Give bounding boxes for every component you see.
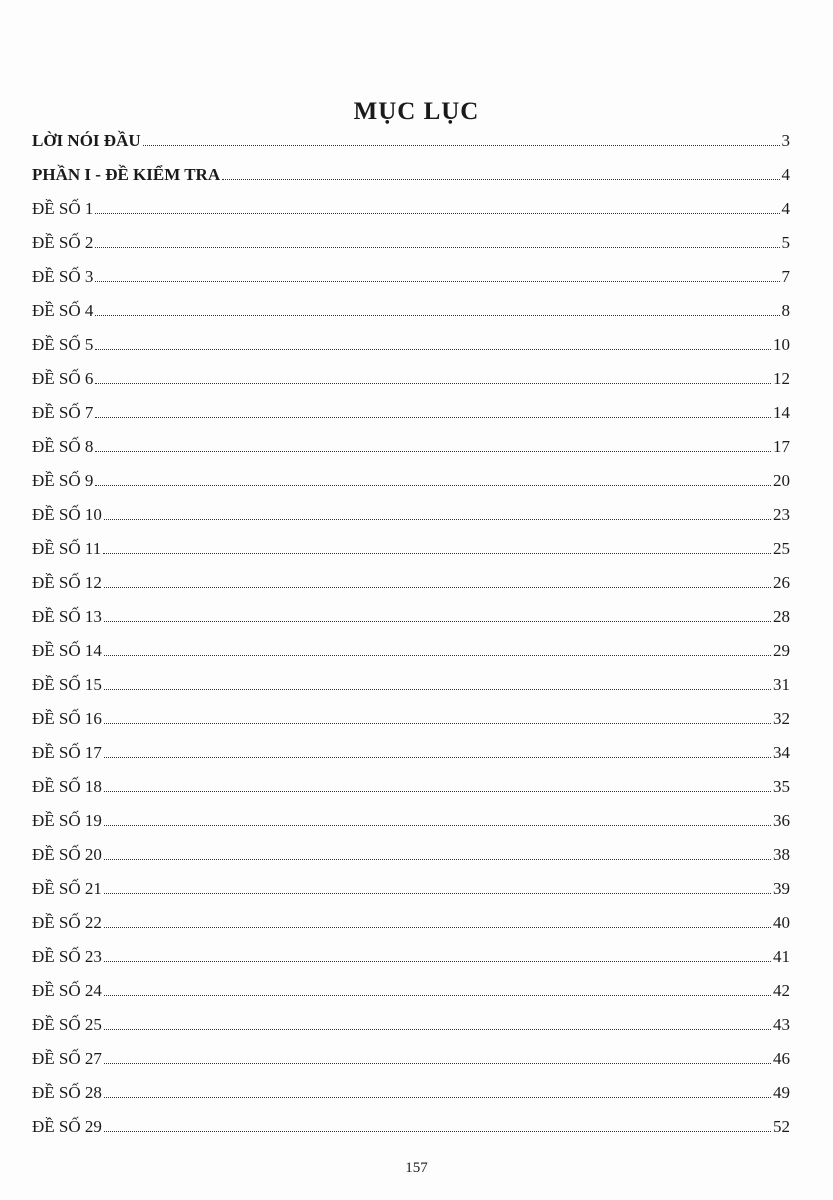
- toc-entry[interactable]: [32, 165, 790, 199]
- toc-entry[interactable]: [32, 1049, 790, 1083]
- toc-entry-page: 3: [781, 131, 790, 150]
- toc-entry[interactable]: [32, 301, 790, 335]
- toc-entry[interactable]: [32, 199, 790, 233]
- toc-entry-label: ĐỀ SỐ 6: [32, 369, 94, 388]
- toc-entry[interactable]: [32, 879, 790, 913]
- toc-entry-label: ĐỀ SỐ 7: [32, 403, 94, 422]
- toc-entry[interactable]: [32, 573, 790, 607]
- toc-dot-leader: [95, 383, 771, 384]
- toc-entry-page: 40: [773, 913, 790, 932]
- toc-entry-label: ĐỀ SỐ 9: [32, 471, 94, 490]
- toc-entry[interactable]: [32, 777, 790, 811]
- toc-dot-leader: [104, 689, 771, 690]
- toc-entry[interactable]: [32, 607, 790, 641]
- toc-dot-leader: [104, 1097, 771, 1098]
- toc-entry[interactable]: [32, 913, 790, 947]
- toc-entry[interactable]: [32, 335, 790, 369]
- toc-dot-leader: [143, 145, 780, 146]
- toc-entry-label: ĐỀ SỐ 12: [32, 573, 102, 592]
- toc-entry-page: 12: [773, 369, 790, 388]
- toc-dot-leader: [222, 179, 779, 180]
- table-of-contents: [32, 131, 790, 1151]
- toc-entry-label: LỜI NÓI ĐẦU: [32, 131, 141, 150]
- toc-entry[interactable]: [32, 131, 790, 165]
- toc-entry-label: ĐỀ SỐ 5: [32, 335, 94, 354]
- toc-entry-page: 32: [773, 709, 790, 728]
- toc-entry-page: 46: [773, 1049, 790, 1068]
- toc-entry[interactable]: [32, 369, 790, 403]
- toc-dot-leader: [104, 1131, 771, 1132]
- toc-entry-label: ĐỀ SỐ 23: [32, 947, 102, 966]
- toc-entry-label: ĐỀ SỐ 8: [32, 437, 94, 456]
- toc-dot-leader: [104, 621, 771, 622]
- toc-entry-label: ĐỀ SỐ 19: [32, 811, 102, 830]
- toc-dot-leader: [95, 349, 771, 350]
- toc-entry-label: ĐỀ SỐ 16: [32, 709, 102, 728]
- toc-entry-page: 28: [773, 607, 790, 626]
- toc-dot-leader: [104, 791, 771, 792]
- toc-entry[interactable]: [32, 675, 790, 709]
- toc-entry-page: 52: [773, 1117, 790, 1136]
- toc-entry-label: ĐỀ SỐ 24: [32, 981, 102, 1000]
- toc-entry-page: 38: [773, 845, 790, 864]
- toc-entry[interactable]: [32, 947, 790, 981]
- toc-dot-leader: [104, 587, 771, 588]
- toc-entry-label: ĐỀ SỐ 10: [32, 505, 102, 524]
- toc-entry-page: 4: [781, 199, 790, 218]
- toc-entry[interactable]: [32, 709, 790, 743]
- toc-entry-label: ĐỀ SỐ 14: [32, 641, 102, 660]
- toc-entry-label: ĐỀ SỐ 27: [32, 1049, 102, 1068]
- toc-entry-page: 34: [773, 743, 790, 762]
- toc-entry[interactable]: [32, 1117, 790, 1151]
- toc-entry-page: 14: [773, 403, 790, 422]
- toc-dot-leader: [104, 961, 771, 962]
- toc-dot-leader: [95, 485, 771, 486]
- toc-entry-page: 41: [773, 947, 790, 966]
- toc-entry-label: ĐỀ SỐ 22: [32, 913, 102, 932]
- page-title: MỤC LỤC: [353, 98, 480, 125]
- toc-entry-page: 20: [773, 471, 790, 490]
- toc-entry-label: ĐỀ SỐ 1: [32, 199, 94, 218]
- toc-entry-label: ĐỀ SỐ 21: [32, 879, 102, 898]
- toc-entry-label: PHẦN I - ĐỀ KIỂM TRA: [32, 165, 221, 184]
- toc-entry-label: ĐỀ SỐ 29: [32, 1117, 102, 1136]
- toc-entry[interactable]: [32, 539, 790, 573]
- toc-entry-page: 43: [773, 1015, 790, 1034]
- toc-entry-page: 4: [781, 165, 790, 184]
- toc-entry-label: ĐỀ SỐ 28: [32, 1083, 102, 1102]
- toc-entry-page: 7: [781, 267, 790, 286]
- toc-entry-label: ĐỀ SỐ 17: [32, 743, 102, 762]
- toc-dot-leader: [104, 825, 771, 826]
- toc-dot-leader: [104, 723, 771, 724]
- toc-entry-page: 10: [773, 335, 790, 354]
- toc-entry-label: ĐỀ SỐ 20: [32, 845, 102, 864]
- toc-dot-leader: [104, 757, 771, 758]
- toc-entry[interactable]: [32, 267, 790, 301]
- toc-entry-label: ĐỀ SỐ 4: [32, 301, 94, 320]
- toc-entry[interactable]: [32, 233, 790, 267]
- toc-entry[interactable]: [32, 471, 790, 505]
- toc-entry-page: 29: [773, 641, 790, 660]
- toc-entry-page: 31: [773, 675, 790, 694]
- toc-dot-leader: [104, 1063, 771, 1064]
- toc-entry[interactable]: [32, 743, 790, 777]
- toc-dot-leader: [104, 1029, 771, 1030]
- toc-entry-page: 5: [781, 233, 790, 252]
- toc-dot-leader: [95, 315, 779, 316]
- toc-entry[interactable]: [32, 505, 790, 539]
- toc-entry-page: 35: [773, 777, 790, 796]
- toc-dot-leader: [95, 213, 779, 214]
- page-number: 157: [405, 1160, 428, 1176]
- toc-dot-leader: [103, 553, 771, 554]
- toc-entry-label: ĐỀ SỐ 3: [32, 267, 94, 286]
- toc-entry-page: 17: [773, 437, 790, 456]
- toc-dot-leader: [104, 519, 771, 520]
- toc-dot-leader: [95, 451, 771, 452]
- toc-entry-page: 25: [773, 539, 790, 558]
- toc-entry-page: 26: [773, 573, 790, 592]
- toc-entry-page: 42: [773, 981, 790, 1000]
- toc-entry-page: 39: [773, 879, 790, 898]
- toc-entry-page: 23: [773, 505, 790, 524]
- toc-entry-page: 8: [781, 301, 790, 320]
- toc-entry[interactable]: [32, 811, 790, 845]
- toc-entry-label: ĐỀ SỐ 18: [32, 777, 102, 796]
- toc-dot-leader: [104, 995, 771, 996]
- toc-entry[interactable]: [32, 981, 790, 1015]
- toc-entry-page: 49: [773, 1083, 790, 1102]
- toc-dot-leader: [104, 859, 771, 860]
- toc-dot-leader: [95, 281, 779, 282]
- toc-entry-label: ĐỀ SỐ 2: [32, 233, 94, 252]
- toc-entry-label: ĐỀ SỐ 25: [32, 1015, 102, 1034]
- toc-entry-label: ĐỀ SỐ 11: [32, 539, 102, 558]
- toc-entry-label: ĐỀ SỐ 15: [32, 675, 102, 694]
- toc-entry[interactable]: [32, 437, 790, 471]
- toc-entry[interactable]: [32, 641, 790, 675]
- toc-entry-page: 36: [773, 811, 790, 830]
- toc-dot-leader: [104, 893, 771, 894]
- toc-entry[interactable]: [32, 845, 790, 879]
- toc-entry[interactable]: [32, 1083, 790, 1117]
- toc-dot-leader: [95, 417, 771, 418]
- toc-entry-label: ĐỀ SỐ 13: [32, 607, 102, 626]
- toc-dot-leader: [104, 655, 771, 656]
- toc-dot-leader: [95, 247, 779, 248]
- toc-entry[interactable]: [32, 403, 790, 437]
- toc-entry[interactable]: [32, 1015, 790, 1049]
- toc-dot-leader: [104, 927, 771, 928]
